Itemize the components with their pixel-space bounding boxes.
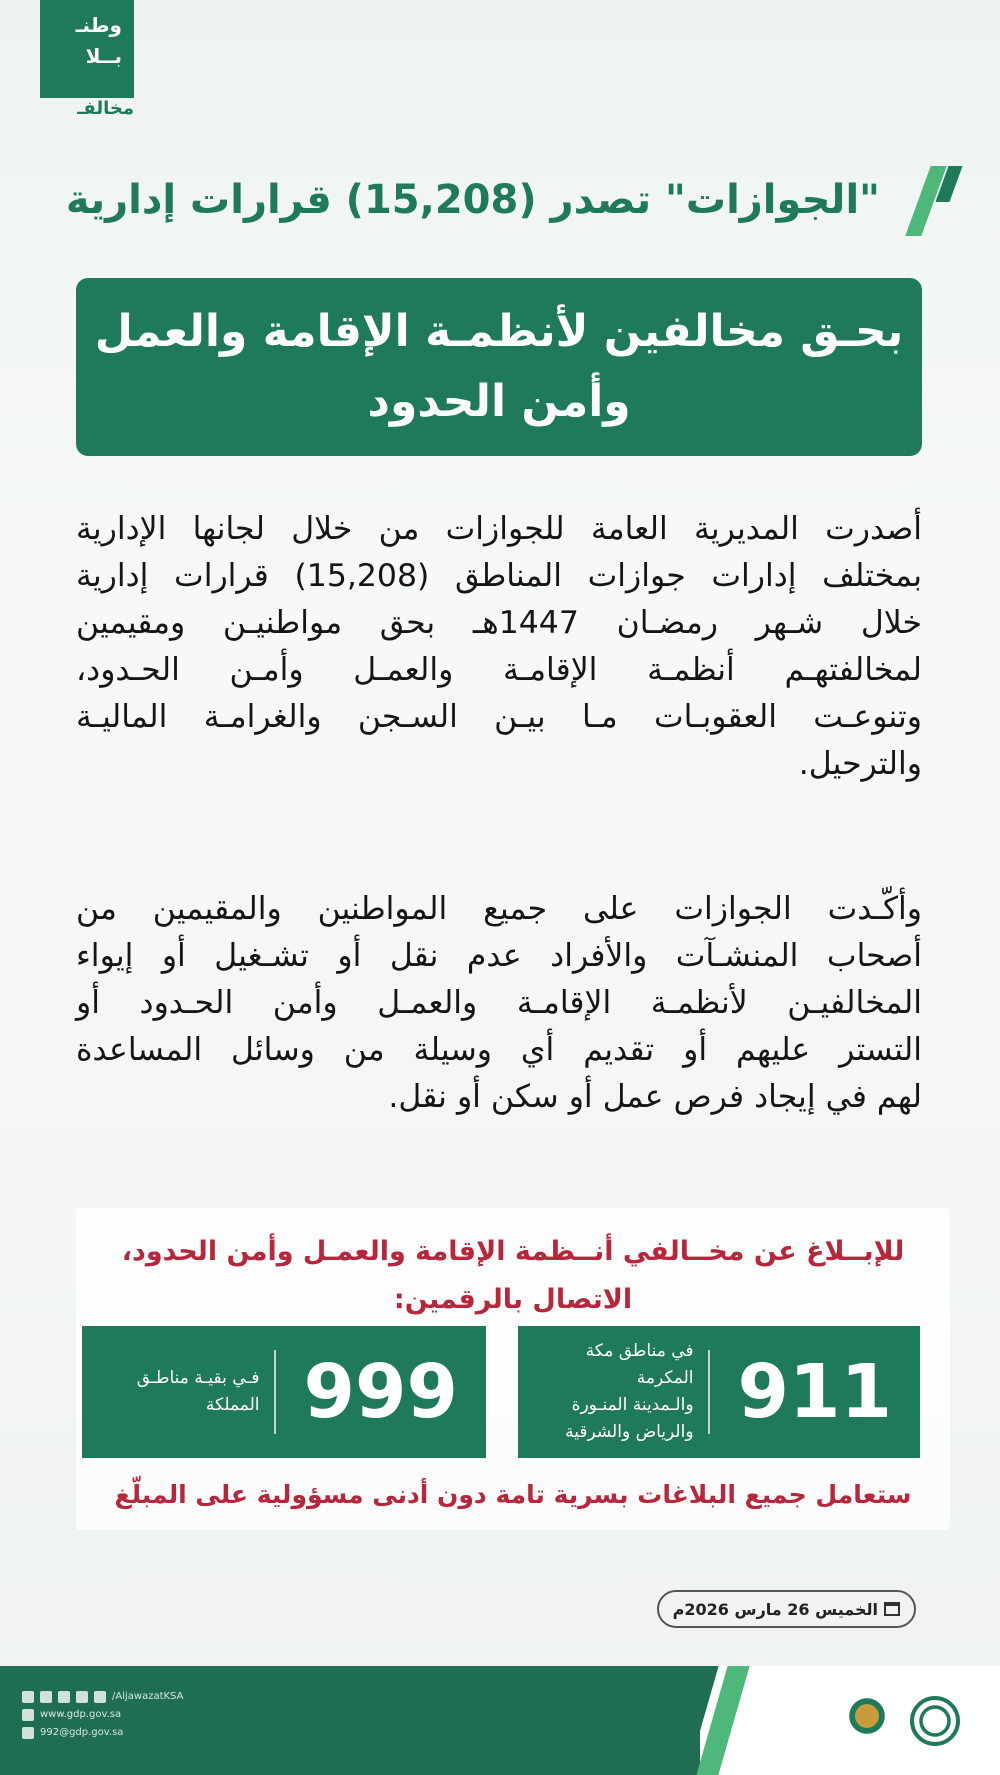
paragraph-line: وأكّـدت الجوازات على جميع المواطنين والمقيمين من [76,891,922,927]
page-title: "الجوازات" تصدر (15,208) قرارات إدارية [65,177,880,223]
report-line-2: الاتصال بالرقمين: [393,1284,633,1315]
logo-line-1: وطنـ [75,13,122,37]
title-row [40,160,970,240]
hotline-911-number[interactable]: 911 [737,1349,892,1435]
card-divider [708,1350,710,1434]
desc-line: والـمدينة المنـورة [571,1395,694,1415]
social-row [22,1688,183,1706]
paragraph-2 [76,886,922,1121]
twitter-icon[interactable] [22,1691,34,1703]
paragraph-line: بمختلف إدارات جوازات المناطق (15,208) قرارات إدارية [76,558,922,594]
logo-line-3: مخالفـ [77,98,134,119]
website-row [22,1706,183,1724]
report-line-1: للإبــلاغ عن مخــالفي أنــظمة الإقامة والعمـل وأمن الحدود، [121,1236,905,1267]
title-slashes-icon [890,160,970,240]
logo-line-2: بــلا [85,44,122,68]
date-badge [657,1590,916,1628]
banner-line-2: وأمن الحدود [367,376,631,427]
paragraph-line: أصحاب المنشـآت والأفراد عدم نقل أو تشـغيل أو إيواء [76,938,922,974]
email-row [22,1724,183,1742]
desc-line: فـي بقيـة مناطـق [136,1368,260,1388]
mail-icon [22,1727,34,1739]
paragraph-line: وتنوعـت العقوبـات مـا بيـن السـجن والغرامـة الماليـة [76,699,922,735]
email-link[interactable]: 992@gdp.gov.sa [40,1727,124,1738]
report-section [76,1208,950,1530]
paragraph-line: لهم في إيجاد فرص عمل أو سكن أو نقل. [388,1079,922,1115]
social-handle[interactable]: /AljawazatKSA [112,1691,184,1702]
web-icon [22,1709,34,1721]
jawazat-emblem-icon [842,1696,892,1746]
date-text: الخميس 26 مارس 2026م [672,1599,878,1619]
card-divider [274,1350,276,1434]
website-link[interactable]: www.gdp.gov.sa [40,1709,122,1720]
paragraph-1 [76,506,922,788]
paragraph-line: خلال شـهر رمضـان 1447هـ بحق مواطنيـن ومقيمين [76,605,922,641]
hotline-911-card[interactable] [518,1326,920,1458]
confidentiality-note: ستعامل جميع البلاغات بسرية تامة دون أدنى مسؤولية على المبلّغ [114,1480,912,1509]
paragraph-line: المخالفيـن لأنظمـة الإقامـة والعمـل وأمن الحـدود أو [76,985,922,1021]
interior-emblem-icon [910,1696,960,1746]
hotline-999-desc [82,1365,274,1419]
paragraph-line: أصدرت المديرية العامة للجوازات من خلال لجانها الإدارية [76,511,922,547]
paragraph-line: التستر عليهم أو تقديم أي وسيلة من وسائل المساعدة [76,1032,922,1068]
desc-line: في مناطق مكة المكرمة [585,1341,694,1388]
tiktok-icon[interactable] [94,1691,106,1703]
youtube-icon[interactable] [58,1691,70,1703]
footer [0,1666,1000,1775]
contact-block [22,1688,183,1742]
desc-line: المملكة [205,1395,260,1415]
subtitle-banner [76,278,922,456]
hotline-911-desc [518,1338,708,1446]
campaign-logo [40,0,134,98]
instagram-icon[interactable] [40,1691,52,1703]
report-heading [106,1228,920,1324]
snapchat-icon[interactable] [76,1691,88,1703]
hotline-999-card[interactable] [82,1326,486,1458]
hotline-999-number[interactable]: 999 [303,1349,458,1435]
desc-line: والرياض والشرقية [565,1422,694,1442]
paragraph-line: والترحيل. [798,746,922,782]
banner-line-1: بحـق مخالفين لأنظمـة الإقامة والعمل [94,305,904,357]
calendar-icon [884,1602,900,1616]
paragraph-line: لمخالفتهـم أنظمـة الإقامـة والعمـل وأمـن الحـدود، [76,652,922,688]
